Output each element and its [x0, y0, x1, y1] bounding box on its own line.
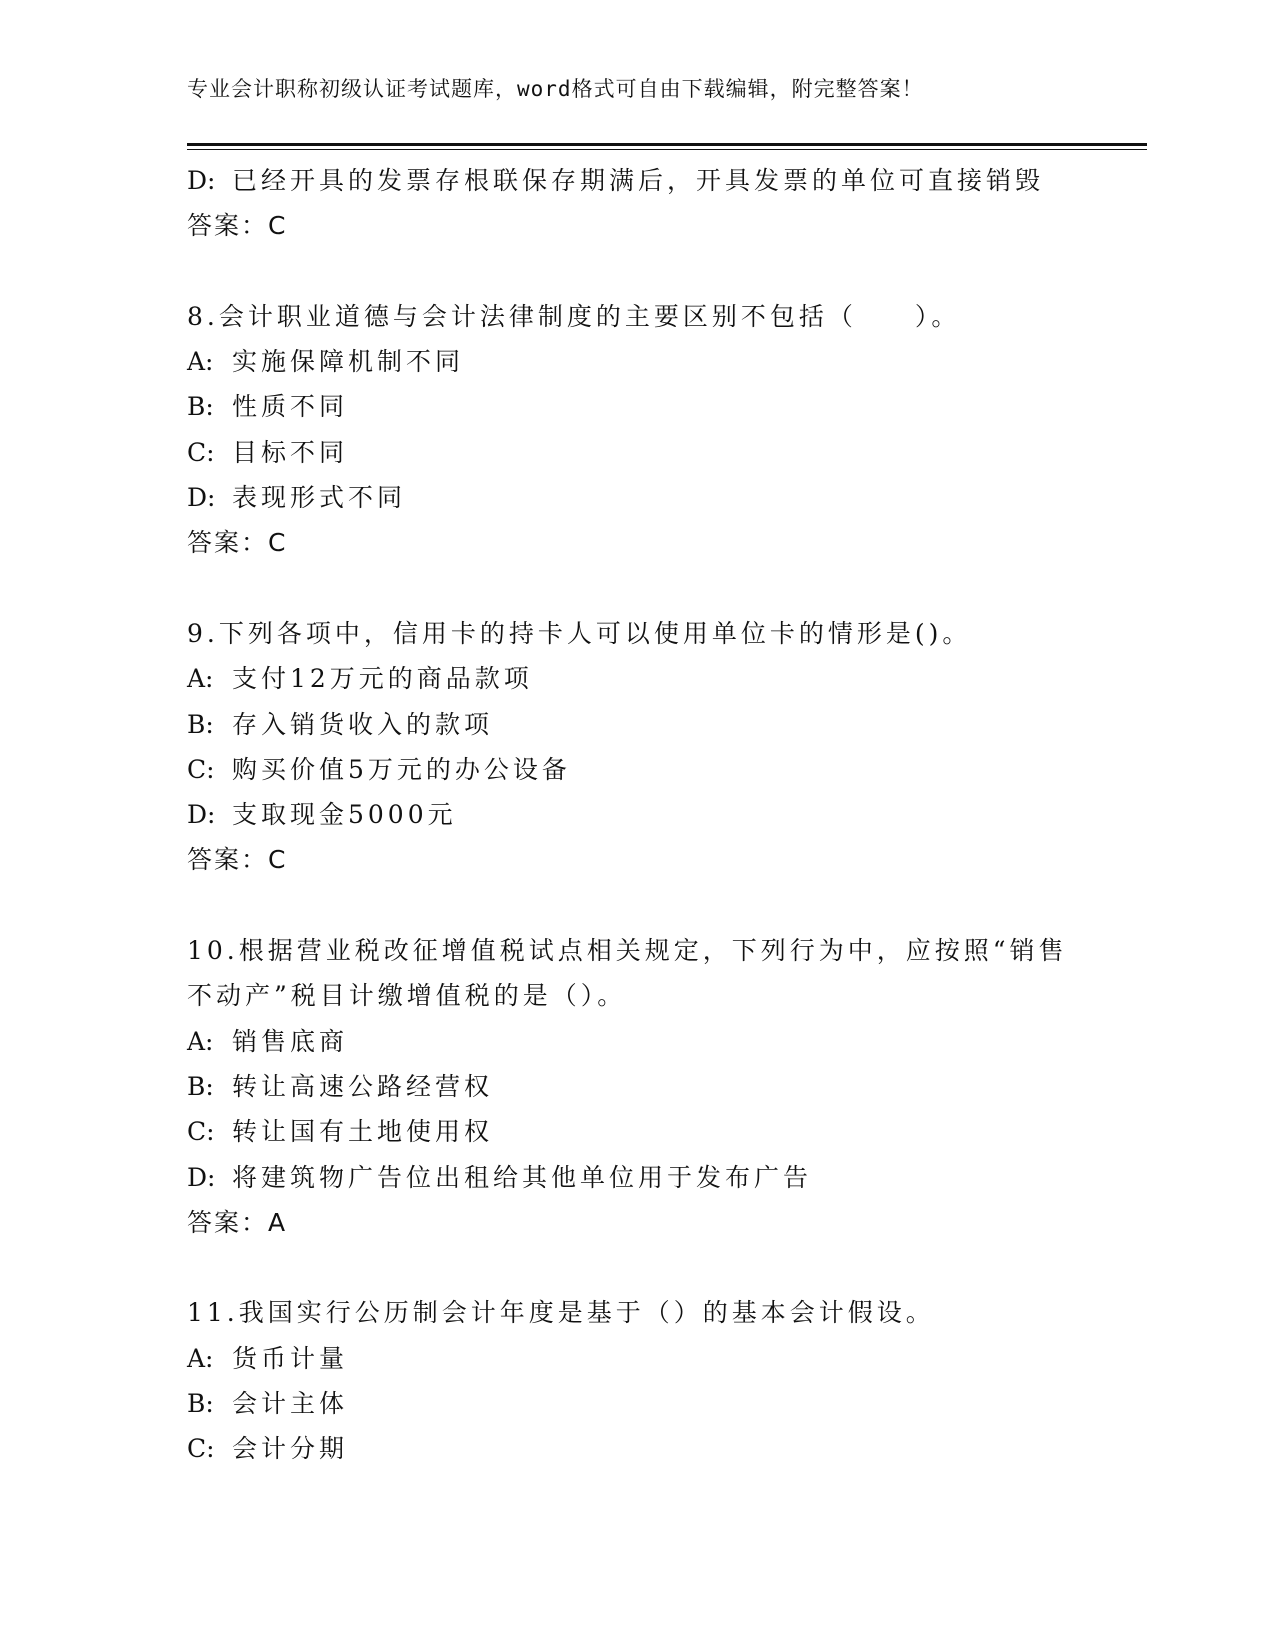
option-label: C: [187, 437, 215, 467]
option-label: A: [187, 347, 214, 377]
option-label: C: [187, 754, 215, 784]
option-d [187, 792, 1147, 837]
option-label: B: [187, 1389, 214, 1419]
option-text: 将建筑物广告位出租给其他单位用于发布广告 [232, 1162, 813, 1192]
option-d [187, 158, 1147, 203]
option-label: D: [187, 483, 216, 513]
option-label: B: [187, 709, 214, 739]
option-text: 实施保障机制不同 [232, 347, 465, 377]
option-text: 支付12万元的商品款项 [232, 664, 533, 694]
option-text: 会计主体 [232, 1389, 349, 1419]
option-label: D: [187, 800, 216, 830]
option-c [187, 1426, 1147, 1471]
option-text: 存入销货收入的款项 [232, 709, 494, 739]
option-c [187, 747, 1147, 792]
question-stem: 11.我国实行公历制会计年度是基于（）的基本会计假设。 [187, 1298, 935, 1328]
question-stem: 8.会计职业道德与会计法律制度的主要区别不包括（ ）。 [187, 301, 961, 331]
question-stem: 9.下列各项中，信用卡的持卡人可以使用单位卡的情形是()。 [187, 618, 972, 648]
option-text: 已经开具的发票存根联保存期满后，开具发票的单位可直接销毁 [232, 166, 1045, 195]
document-body [187, 158, 1147, 1472]
option-a [187, 656, 1147, 701]
option-text: 会计分期 [232, 1434, 349, 1464]
page-header: 专业会计职称初级认证考试题库，word格式可自由下载编辑，附完整答案！ [187, 77, 924, 101]
spacer [187, 1245, 1147, 1290]
question-stem-line-2: 不动产”税目计缴增值税的是（）。 [187, 981, 627, 1011]
option-text: 购买价值5万元的办公设备 [232, 754, 571, 784]
spacer [187, 883, 1147, 928]
answer: 答案：A [187, 1207, 288, 1237]
option-label: D: [187, 166, 216, 195]
option-label: B: [187, 392, 214, 422]
option-label: B: [187, 1071, 214, 1101]
option-label: A: [187, 1026, 214, 1056]
option-a [187, 1019, 1147, 1064]
option-label: D: [187, 1162, 216, 1192]
option-text: 性质不同 [232, 392, 349, 422]
option-d [187, 1155, 1147, 1200]
header-rule-thick [187, 143, 1147, 146]
option-c [187, 430, 1147, 475]
header-rule-thin [187, 149, 1147, 150]
spacer [187, 566, 1147, 611]
option-b [187, 384, 1147, 429]
answer: 答案：C [187, 528, 288, 558]
question-stem-line-1: 10.根据营业税改征增值税试点相关规定，下列行为中，应按照“销售 [187, 936, 1068, 966]
option-text: 支取现金5000元 [232, 800, 457, 830]
option-text: 目标不同 [232, 437, 349, 467]
option-a [187, 339, 1147, 384]
option-a [187, 1336, 1147, 1381]
answer: 答案：C [187, 845, 288, 875]
option-label: C: [187, 1117, 215, 1147]
option-text: 转让高速公路经营权 [232, 1071, 494, 1101]
option-b [187, 1381, 1147, 1426]
answer: 答案：C [187, 211, 288, 241]
option-text: 转让国有土地使用权 [232, 1117, 494, 1147]
option-label: C: [187, 1434, 215, 1464]
option-d [187, 475, 1147, 520]
option-b [187, 1064, 1147, 1109]
option-text: 销售底商 [232, 1026, 349, 1056]
option-text: 货币计量 [232, 1343, 349, 1373]
option-label: A: [187, 664, 214, 694]
option-label: A: [187, 1343, 214, 1373]
option-c [187, 1109, 1147, 1154]
option-text: 表现形式不同 [232, 483, 407, 513]
spacer [187, 249, 1147, 294]
option-b [187, 702, 1147, 747]
